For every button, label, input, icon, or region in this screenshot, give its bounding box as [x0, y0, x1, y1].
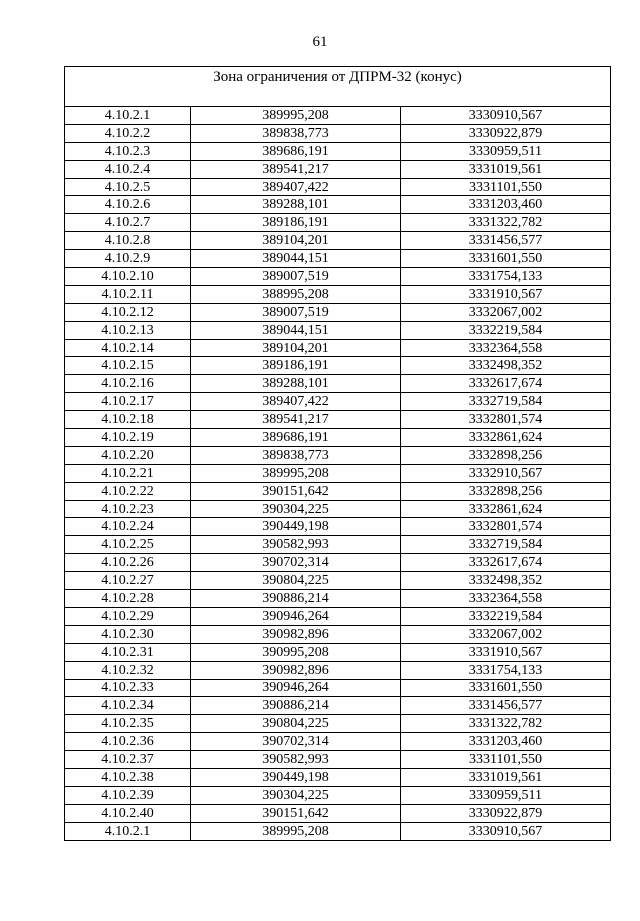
x-coordinate-cell: 390982,896 [191, 661, 401, 679]
table-row [65, 464, 611, 482]
point-id-cell: 4.10.2.4 [65, 160, 191, 178]
point-id-cell: 4.10.2.35 [65, 715, 191, 733]
table-row [65, 679, 611, 697]
table-row [65, 357, 611, 375]
point-id-cell: 4.10.2.7 [65, 214, 191, 232]
x-coordinate-cell: 390702,314 [191, 554, 401, 572]
table-row [65, 411, 611, 429]
table-row [65, 303, 611, 321]
table-row [65, 625, 611, 643]
table-row [65, 536, 611, 554]
point-id-cell: 4.10.2.36 [65, 733, 191, 751]
y-coordinate-cell: 3330922,879 [401, 124, 611, 142]
x-coordinate-cell: 390946,264 [191, 679, 401, 697]
y-coordinate-cell: 3331322,782 [401, 715, 611, 733]
y-coordinate-cell: 3332364,558 [401, 590, 611, 608]
point-id-cell: 4.10.2.23 [65, 500, 191, 518]
point-id-cell: 4.10.2.30 [65, 625, 191, 643]
table-row [65, 518, 611, 536]
y-coordinate-cell: 3332067,002 [401, 625, 611, 643]
y-coordinate-cell: 3332219,584 [401, 607, 611, 625]
table-row [65, 661, 611, 679]
point-id-cell: 4.10.2.15 [65, 357, 191, 375]
caption-row [65, 67, 611, 107]
y-coordinate-cell: 3331019,561 [401, 768, 611, 786]
point-id-cell: 4.10.2.9 [65, 250, 191, 268]
x-coordinate-cell: 390886,214 [191, 590, 401, 608]
x-coordinate-cell: 390151,642 [191, 804, 401, 822]
point-id-cell: 4.10.2.16 [65, 375, 191, 393]
table-row [65, 643, 611, 661]
x-coordinate-cell: 389007,519 [191, 268, 401, 286]
y-coordinate-cell: 3332067,002 [401, 303, 611, 321]
x-coordinate-cell: 390702,314 [191, 733, 401, 751]
y-coordinate-cell: 3332719,584 [401, 393, 611, 411]
x-coordinate-cell: 390582,993 [191, 751, 401, 769]
point-id-cell: 4.10.2.20 [65, 446, 191, 464]
table-row [65, 393, 611, 411]
y-coordinate-cell: 3331456,577 [401, 697, 611, 715]
x-coordinate-cell: 390886,214 [191, 697, 401, 715]
table-row [65, 250, 611, 268]
x-coordinate-cell: 388995,208 [191, 285, 401, 303]
point-id-cell: 4.10.2.12 [65, 303, 191, 321]
x-coordinate-cell: 389186,191 [191, 214, 401, 232]
table-row [65, 572, 611, 590]
table-row [65, 554, 611, 572]
y-coordinate-cell: 3331601,550 [401, 679, 611, 697]
x-coordinate-cell: 390995,208 [191, 643, 401, 661]
table-row [65, 160, 611, 178]
y-coordinate-cell: 3331322,782 [401, 214, 611, 232]
table-row [65, 268, 611, 286]
x-coordinate-cell: 390804,225 [191, 572, 401, 590]
y-coordinate-cell: 3331203,460 [401, 733, 611, 751]
y-coordinate-cell: 3330959,511 [401, 142, 611, 160]
x-coordinate-cell: 389288,101 [191, 375, 401, 393]
point-id-cell: 4.10.2.6 [65, 196, 191, 214]
table-row [65, 107, 611, 125]
point-id-cell: 4.10.2.2 [65, 124, 191, 142]
x-coordinate-cell: 389995,208 [191, 107, 401, 125]
point-id-cell: 4.10.2.34 [65, 697, 191, 715]
table-row [65, 697, 611, 715]
x-coordinate-cell: 390304,225 [191, 786, 401, 804]
point-id-cell: 4.10.2.40 [65, 804, 191, 822]
point-id-cell: 4.10.2.24 [65, 518, 191, 536]
table-row [65, 500, 611, 518]
point-id-cell: 4.10.2.17 [65, 393, 191, 411]
table-row [65, 124, 611, 142]
point-id-cell: 4.10.2.10 [65, 268, 191, 286]
table-row [65, 339, 611, 357]
point-id-cell: 4.10.2.3 [65, 142, 191, 160]
y-coordinate-cell: 3332617,674 [401, 554, 611, 572]
table-caption: Зона ограничения от ДПРМ-32 (конус) [65, 67, 611, 107]
y-coordinate-cell: 3331910,567 [401, 643, 611, 661]
point-id-cell: 4.10.2.8 [65, 232, 191, 250]
table-row [65, 375, 611, 393]
x-coordinate-cell: 389541,217 [191, 411, 401, 429]
coordinates-table [64, 66, 611, 841]
x-coordinate-cell: 389838,773 [191, 446, 401, 464]
point-id-cell: 4.10.2.19 [65, 429, 191, 447]
point-id-cell: 4.10.2.22 [65, 482, 191, 500]
point-id-cell: 4.10.2.33 [65, 679, 191, 697]
x-coordinate-cell: 389407,422 [191, 178, 401, 196]
y-coordinate-cell: 3332364,558 [401, 339, 611, 357]
x-coordinate-cell: 390449,198 [191, 518, 401, 536]
point-id-cell: 4.10.2.31 [65, 643, 191, 661]
y-coordinate-cell: 3332219,584 [401, 321, 611, 339]
x-coordinate-cell: 389686,191 [191, 429, 401, 447]
y-coordinate-cell: 3332719,584 [401, 536, 611, 554]
table-row [65, 751, 611, 769]
x-coordinate-cell: 389686,191 [191, 142, 401, 160]
x-coordinate-cell: 389186,191 [191, 357, 401, 375]
point-id-cell: 4.10.2.1 [65, 822, 191, 840]
x-coordinate-cell: 389407,422 [191, 393, 401, 411]
table-row [65, 482, 611, 500]
x-coordinate-cell: 389104,201 [191, 339, 401, 357]
y-coordinate-cell: 3331456,577 [401, 232, 611, 250]
y-coordinate-cell: 3330910,567 [401, 822, 611, 840]
y-coordinate-cell: 3332801,574 [401, 411, 611, 429]
table-row [65, 232, 611, 250]
table-row [65, 446, 611, 464]
y-coordinate-cell: 3331101,550 [401, 178, 611, 196]
table-row [65, 607, 611, 625]
y-coordinate-cell: 3331754,133 [401, 661, 611, 679]
y-coordinate-cell: 3332498,352 [401, 357, 611, 375]
point-id-cell: 4.10.2.5 [65, 178, 191, 196]
point-id-cell: 4.10.2.37 [65, 751, 191, 769]
y-coordinate-cell: 3332801,574 [401, 518, 611, 536]
y-coordinate-cell: 3330910,567 [401, 107, 611, 125]
table-row [65, 786, 611, 804]
y-coordinate-cell: 3332861,624 [401, 500, 611, 518]
x-coordinate-cell: 389995,208 [191, 464, 401, 482]
x-coordinate-cell: 389541,217 [191, 160, 401, 178]
x-coordinate-cell: 390582,993 [191, 536, 401, 554]
point-id-cell: 4.10.2.21 [65, 464, 191, 482]
x-coordinate-cell: 390449,198 [191, 768, 401, 786]
page-number: 61 [312, 34, 328, 50]
point-id-cell: 4.10.2.32 [65, 661, 191, 679]
point-id-cell: 4.10.2.29 [65, 607, 191, 625]
x-coordinate-cell: 390804,225 [191, 715, 401, 733]
table-row [65, 285, 611, 303]
y-coordinate-cell: 3332898,256 [401, 446, 611, 464]
x-coordinate-cell: 389044,151 [191, 321, 401, 339]
point-id-cell: 4.10.2.39 [65, 786, 191, 804]
x-coordinate-cell: 389288,101 [191, 196, 401, 214]
x-coordinate-cell: 390151,642 [191, 482, 401, 500]
x-coordinate-cell: 390982,896 [191, 625, 401, 643]
x-coordinate-cell: 389104,201 [191, 232, 401, 250]
table-row [65, 715, 611, 733]
point-id-cell: 4.10.2.27 [65, 572, 191, 590]
x-coordinate-cell: 389007,519 [191, 303, 401, 321]
y-coordinate-cell: 3332898,256 [401, 482, 611, 500]
x-coordinate-cell: 390946,264 [191, 607, 401, 625]
y-coordinate-cell: 3331019,561 [401, 160, 611, 178]
x-coordinate-cell: 389995,208 [191, 822, 401, 840]
point-id-cell: 4.10.2.38 [65, 768, 191, 786]
table-row [65, 804, 611, 822]
y-coordinate-cell: 3331101,550 [401, 751, 611, 769]
point-id-cell: 4.10.2.25 [65, 536, 191, 554]
point-id-cell: 4.10.2.1 [65, 107, 191, 125]
y-coordinate-cell: 3331910,567 [401, 285, 611, 303]
y-coordinate-cell: 3332498,352 [401, 572, 611, 590]
y-coordinate-cell: 3330959,511 [401, 786, 611, 804]
point-id-cell: 4.10.2.14 [65, 339, 191, 357]
table-row [65, 178, 611, 196]
table-row [65, 768, 611, 786]
table-row [65, 142, 611, 160]
x-coordinate-cell: 390304,225 [191, 500, 401, 518]
x-coordinate-cell: 389838,773 [191, 124, 401, 142]
table-row [65, 429, 611, 447]
table-row [65, 733, 611, 751]
y-coordinate-cell: 3331754,133 [401, 268, 611, 286]
y-coordinate-cell: 3332617,674 [401, 375, 611, 393]
point-id-cell: 4.10.2.28 [65, 590, 191, 608]
point-id-cell: 4.10.2.11 [65, 285, 191, 303]
table-row [65, 822, 611, 840]
y-coordinate-cell: 3331601,550 [401, 250, 611, 268]
y-coordinate-cell: 3330922,879 [401, 804, 611, 822]
y-coordinate-cell: 3332910,567 [401, 464, 611, 482]
table-row [65, 321, 611, 339]
table-row [65, 196, 611, 214]
y-coordinate-cell: 3331203,460 [401, 196, 611, 214]
table-row [65, 590, 611, 608]
coordinates-table-body [65, 67, 611, 841]
x-coordinate-cell: 389044,151 [191, 250, 401, 268]
table-row [65, 214, 611, 232]
point-id-cell: 4.10.2.13 [65, 321, 191, 339]
point-id-cell: 4.10.2.18 [65, 411, 191, 429]
y-coordinate-cell: 3332861,624 [401, 429, 611, 447]
point-id-cell: 4.10.2.26 [65, 554, 191, 572]
